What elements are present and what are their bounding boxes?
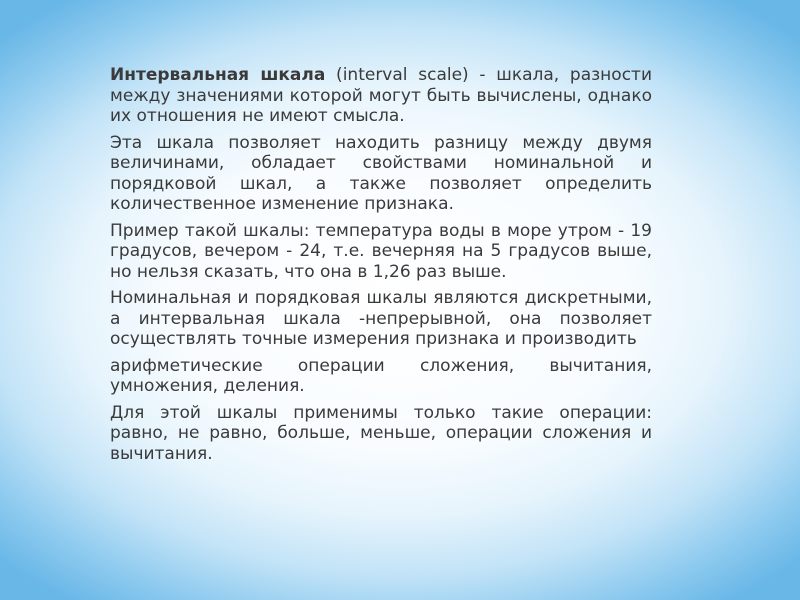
- slide-text-body: [110, 65, 652, 470]
- term-heading: Интервальная шкала: [110, 65, 326, 85]
- paragraph-example: Пример такой шкалы: температура воды в море утром - 19 градусов, вечером - 24, т.е. вечерняя на 5 градусов выше, но нельзя сказать, что она в 1,26 раз выше.: [110, 220, 652, 282]
- definition-text: (interval scale) - шкала, разности между значениями которой могут быть вычислены, однако их отношения не имеют смысла.: [110, 65, 652, 126]
- paragraph-definition: [110, 65, 652, 127]
- paragraph-operations: Для этой шкалы применимы только такие операции: равно, не равно, больше, меньше, операции сложения и вычитания.: [110, 402, 652, 464]
- paragraph-continuity: Номинальная и порядковая шкалы являются дискретными, а интервальная шкала -непрерывной, она позволяет осуществлять точные измерения признака и производить: [110, 288, 652, 349]
- paragraph-properties: Эта шкала позволяет находить разницу между двумя величинами, обладает свойствами номинальной и порядковой шкал, а также позволяет определить количественное изменение признака.: [110, 132, 652, 214]
- paragraph-arithmetic: арифметические операции сложения, вычитания, умножения, деления.: [110, 355, 652, 396]
